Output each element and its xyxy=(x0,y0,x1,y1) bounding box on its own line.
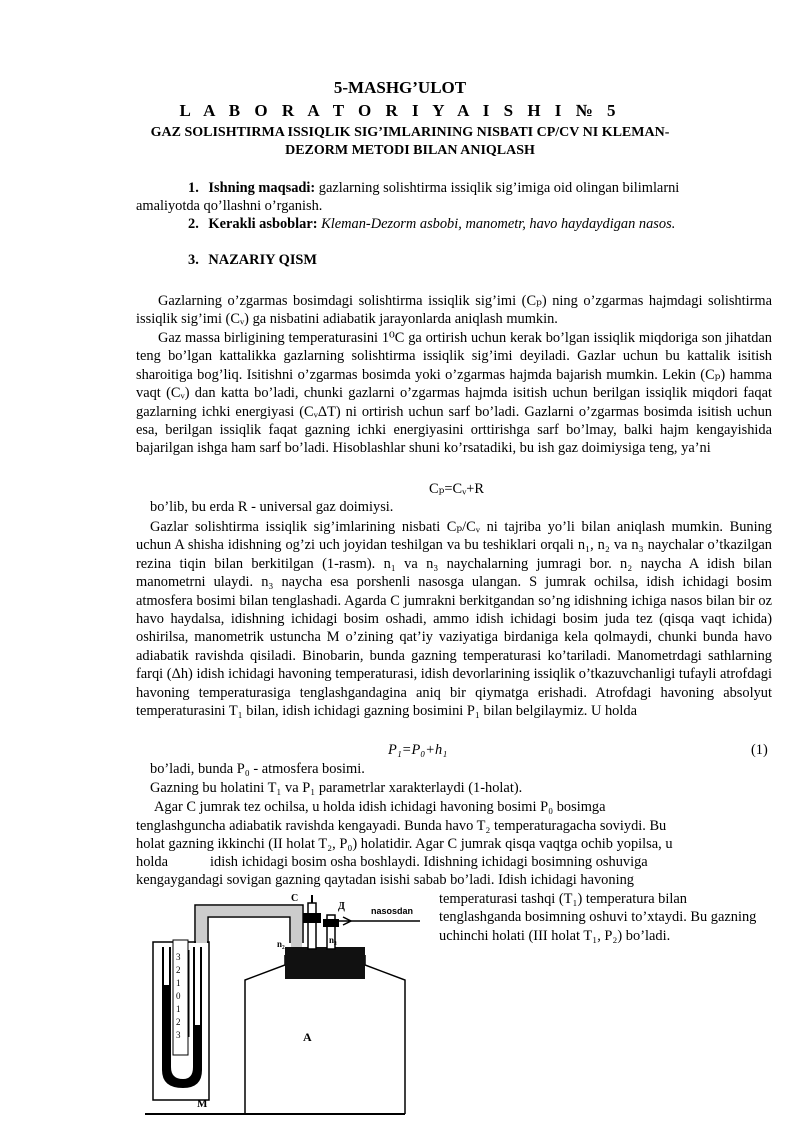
lesson-heading: 5-MASHG’ULOT xyxy=(333,78,467,97)
paragraph-1: Gazlarning o’zgarmas bosimdagi solishtirma issiqlik sig’imi (Cₚ) ning o’zgarmas hajmdagi solishtirma issiqlik sig’imi (Cᵥ) ga nisbatini adiabatik jarayonlarda aniqlash mumkin. xyxy=(136,293,772,328)
paragraph-7a: Agar C jumrak tez ochilsa, u holda idish ichidagi havoning bosimi P₀ bosimga xyxy=(154,799,606,815)
tools-number: 2. xyxy=(188,216,199,232)
theory-label: NAZARIY QISM xyxy=(208,252,318,268)
paragraph-6: Gazning bu holatini T₁ va P₁ parametrlar xarakterlaydi (1-holat). xyxy=(150,780,523,796)
goal-number: 1. xyxy=(188,180,199,196)
scale-mark: 2 xyxy=(176,1017,181,1027)
paragraph-3: bo’lib, bu erda R - universal gaz doimiysi. xyxy=(150,499,394,515)
document-title: GAZ SOLISHTIRMA ISSIQLIK SIG’IMLARINING NISBATI CP/CV NI KLEMAN-DEZORM METODI BILAN ANIQLASH xyxy=(150,125,670,158)
vessel-a xyxy=(245,947,405,1114)
scale-mark: 3 xyxy=(176,952,181,962)
tube-n3 xyxy=(323,901,420,949)
paragraph-7b: tenglashguncha adiabatik ravishda kengayadi. Bunda havo T₂ temperaturagacha soviydi. Bu xyxy=(136,818,667,834)
tools-line xyxy=(188,216,675,233)
label-n2: n₂ xyxy=(277,939,285,949)
manometer xyxy=(153,940,209,1110)
goal-text-cont: amaliyotda qo’llashni o’rganish. xyxy=(136,198,323,214)
formula-cp-cv: Cₚ=Cᵥ+R xyxy=(429,481,485,497)
paragraph-2: Gaz massa birligining temperaturasini 1⁰C ga ortirish uchun kerak bo’lgan issiqlik miqdoriga son jihatdan teng bo’lgan kattalikka gazlarning solishtirma issiqlik sig’imi deyiladi. Gazlar uchun bu kattalik isitish sharoitiga bog’liq. Isitishni o’zgarmas bosimda yoki o’zgarmas hajmda bajarish mumkin. Lekin (Cₚ) hamma vaqt (Cᵥ) dan katta bo’ladi, chunki gazlarni o’zgarmas hajmda isitish uchun berilgan issiqlik miqdori faqat gazlarning ichki energiyasi (CᵥΔT) ni ortirish uchun sarf bo’ladi. Gazlarni o’zgarmas bosimda isitish uchun esa, berilgan issiqlik faqat gazning ichki energiyasini orttirishga sarf bo’lmay, balki hajm kengayishida bajarilgan ishga ham sarf bo’ladi. Hisoblashlar shuni ko’rsatadiki, bu ish gaz doimiysiga teng, ya’ni xyxy=(136,330,772,457)
paragraph-7d-end: idish ichidagi bosim osha boshlaydi. Idishning ichidagi bosimning oshuviga xyxy=(210,854,648,870)
label-a: A xyxy=(303,1030,312,1044)
paragraph-7e: kengaygandagi sovigan gazning qaytadan isishi sabab bo’ladi. Idish ichidagi havoning xyxy=(136,872,634,888)
paragraph-5: bo’ladi, bunda P₀ - atmosfera bosimi. xyxy=(150,761,365,777)
label-d: Д xyxy=(338,901,345,912)
scale-mark: 3 xyxy=(176,1030,181,1040)
kleman-dezorm-apparatus-figure xyxy=(145,885,435,1125)
label-n3: n₃ xyxy=(329,935,337,945)
paragraph-7c: holat gazning ikkinchi (II holat T₂, P₀) holatidir. Agar C jumrak qisqa vaqtga ochib yopilsa, u xyxy=(136,836,673,852)
scale-mark: 1 xyxy=(176,978,181,988)
scale-mark: 2 xyxy=(176,965,181,975)
goal-text: gazlarning solishtirma issiqlik sig’imiga oid olingan bilimlarni xyxy=(315,180,680,196)
paragraph-4: Gazlar solishtirma issiqlik sig’imlarining nisbati Cₚ/Cᵥ ni tajriba yo’li bilan aniqlash mumkin. Buning uchun A shisha idishning og’zi uch joyidan teshilgan va bu teshiklari orqali n₁, n₂ va n₃ naychalar o’tkazilgan rezina tiqin bilan berkitilgan (1-rasm). n₁ va n₃ naychalarning jumragi bor. n₂ naycha A idish bilan manometrni ulaydi. n₃ naycha esa porshenli nasosga ulangan. S jumrak ochilsa, idish ichidagi bosim atmosfera bosimi bilan tenglashadi. Agarda C jumrakni berkitgandan so’ng idishning ichiga nasos bilan bir oz havo haydalsa, idishning ichidagi bosim oshadi, ammo idish ichidagi bosim juda tez (qisqa vaqt ichida) oshirilsa, manometrik ustuncha M o’zining qat’iy vaziyatiga birdaniga kela qolmaydi, chunki bunda havo adiabatik ravishda qisiladi. Binobarin, bunda gazning temperaturasi ko’tariladi. Manometrdagi sathlarning farqi (Δh) idish ichidagi havoning temperaturasi, idish devorlarining issiqlik o’tkazuvchanligi tufayli atrofdagi havoning temperaturasiga tenglashgandagina aniq bir qiymatga erishadi. Atrofdagi havoning absolyut temperaturasini T₁ bilan, idish ichidagi gazning bosimini P₁ bilan belgilaymiz. U holda xyxy=(136,519,772,720)
label-m: M xyxy=(197,1098,208,1110)
scale-mark: 1 xyxy=(176,1004,181,1014)
theory-number: 3. xyxy=(188,252,199,268)
formula-number: (1) xyxy=(751,742,768,758)
label-nasosdan: nasosdan xyxy=(371,906,414,916)
tools-text: Kleman-Dezorm asbobi, manometr, havo haydaydigan nasos. xyxy=(317,216,676,232)
goal-label: Ishning maqsadi: xyxy=(208,180,316,196)
paragraph-7f: temperaturasi tashqi (T₁) temperatura bilan tenglashganda bosimning oshuvi to’xtaydi. Bu gazning uchinchi holati (III holat T₁, P₂) bo’ladi. xyxy=(439,891,757,944)
label-c: C xyxy=(291,893,299,904)
tools-label: Kerakli asboblar: xyxy=(208,216,318,232)
lab-heading: L A B O R A T O R I Y A I S H I № 5 xyxy=(179,101,621,120)
theory-heading xyxy=(188,252,317,269)
goal-line xyxy=(188,180,679,197)
formula-p1: P₁=P₀+h₁ xyxy=(388,742,448,758)
scale-mark: 0 xyxy=(176,991,181,1001)
connecting-tube xyxy=(195,905,303,951)
paragraph-7d-start: holda xyxy=(136,854,168,870)
